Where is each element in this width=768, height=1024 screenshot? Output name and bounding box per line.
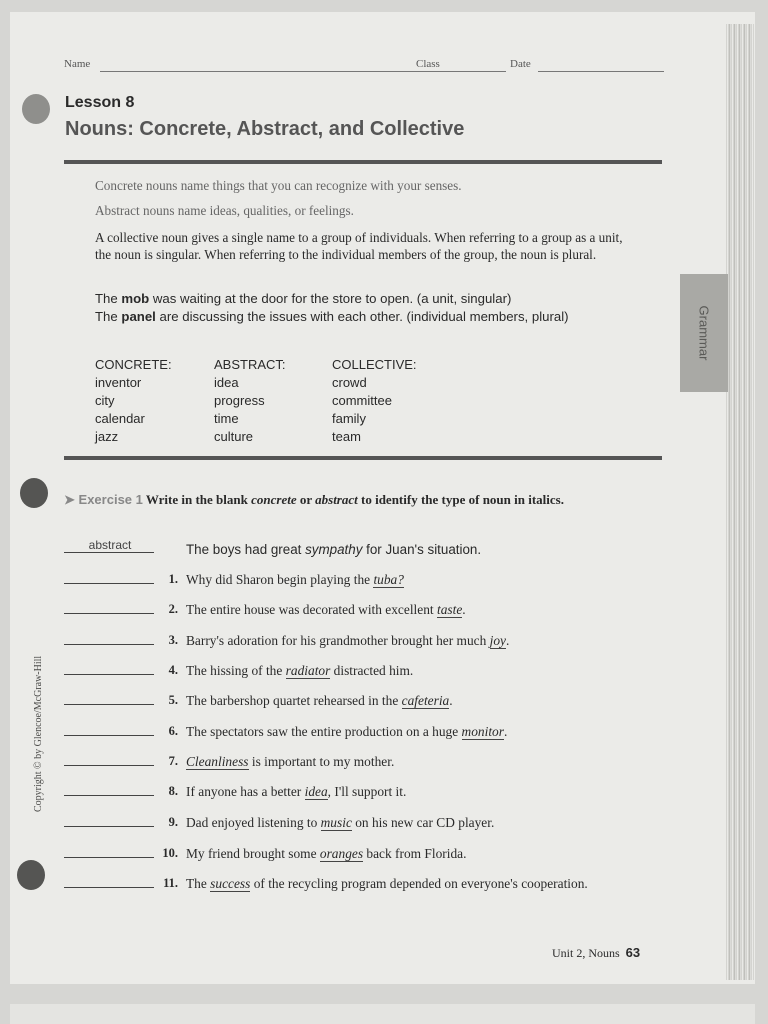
item-sentence: Dad enjoyed listening to music on his new car CD player. <box>186 815 495 830</box>
collective-column-header: COLLECTIVE: <box>332 357 417 372</box>
abstract-example: progress <box>214 393 265 408</box>
sample-sentence: The boys had great sympathy for Juan's situation. <box>186 542 482 557</box>
section-rule-bottom <box>64 456 662 460</box>
item-sentence: The barbershop quartet rehearsed in the cafeteria. <box>186 693 453 708</box>
item-number: 8. <box>168 784 178 798</box>
name-blank[interactable] <box>100 71 478 72</box>
item-sentence: The spectators saw the entire production on a huge monitor. <box>186 724 508 739</box>
item-sentence: The success of the recycling program depended on everyone's cooperation. <box>186 876 588 891</box>
item-sentence: If anyone has a better idea, I'll support it. <box>186 784 407 799</box>
exercise-instructions: ➤ Exercise 1 Write in the blank concrete or abstract to identify the type of noun in italics. <box>64 492 564 507</box>
page-footer <box>552 945 640 961</box>
abstract-definition: Abstract nouns name ideas, qualities, or feelings. <box>95 203 354 218</box>
item-number: 7. <box>168 754 178 768</box>
collective-term: collective noun <box>107 230 189 245</box>
italic-noun: idea <box>304 784 328 799</box>
italic-noun: Cleanliness <box>186 754 249 769</box>
italic-noun: joy <box>489 633 506 648</box>
page-number: 63 <box>625 945 641 960</box>
item-sentence: The entire house was decorated with excellent taste. <box>186 602 466 617</box>
concrete-term: Concrete nouns <box>95 178 178 193</box>
italic-noun: tuba? <box>373 572 404 587</box>
item-number: 2. <box>168 602 178 616</box>
binder-hole-top <box>22 94 50 124</box>
sample-answer-blank <box>64 552 154 553</box>
section-tab-label: Grammar <box>696 305 712 361</box>
item-number: 5. <box>168 693 178 707</box>
class-label: Class <box>416 58 440 70</box>
italic-noun: music <box>320 815 352 830</box>
abstract-term: Abstract nouns <box>95 203 175 218</box>
date-label: Date <box>510 58 531 70</box>
student-info-line <box>64 56 664 76</box>
abstract-column-header: ABSTRACT: <box>214 357 286 372</box>
item-number: 9. <box>168 815 178 829</box>
italic-noun: monitor <box>461 724 504 739</box>
item-number: 3. <box>168 633 178 647</box>
item-number: 6. <box>168 724 178 738</box>
collective-example: crowd <box>332 375 367 390</box>
item-number: 11. <box>163 876 178 890</box>
next-page-edge <box>10 1004 755 1024</box>
item-sentence: Why did Sharon begin playing the tuba? <box>186 572 404 587</box>
concrete-example: calendar <box>95 411 145 426</box>
concrete-column-header: CONCRETE: <box>95 357 172 372</box>
italic-noun: cafeteria <box>401 693 450 708</box>
item-number: 4. <box>168 663 178 677</box>
collective-example: committee <box>332 393 392 408</box>
italic-noun: oranges <box>319 846 364 861</box>
item-sentence: Barry's adoration for his grandmother brought her much joy. <box>186 633 510 648</box>
example-sentence-plural: The panel are discussing the issues with each other. (individual members, plural) <box>95 309 569 324</box>
example-sentence-singular: The mob was waiting at the door for the store to open. (a unit, singular) <box>95 291 512 306</box>
section-rule-top <box>64 160 662 164</box>
date-blank[interactable] <box>538 71 664 72</box>
unit-label: Unit 2, Nouns <box>552 946 620 960</box>
copyright-notice: Copyright © by Glencoe/McGraw-Hill <box>33 655 44 812</box>
class-blank[interactable] <box>452 71 506 72</box>
item-number: 10. <box>162 846 178 860</box>
abstract-example: idea <box>214 375 239 390</box>
binder-hole-middle <box>20 478 48 508</box>
collective-definition: A collective noun gives a single name to a group of individuals. When referring to a group as a unit, the noun is singular. When referring to the individual members of the group, the noun is plural. <box>95 230 623 262</box>
page-stack-edge <box>726 24 754 980</box>
italic-noun: taste <box>436 602 463 617</box>
name-label: Name <box>64 58 91 70</box>
section-tab <box>680 274 728 392</box>
concrete-example: city <box>95 393 115 408</box>
item-sentence: The hissing of the radiator distracted him. <box>186 663 414 678</box>
item-sentence: My friend brought some oranges back from Florida. <box>186 846 467 861</box>
lesson-number: Lesson 8 <box>65 94 135 111</box>
sample-answer: abstract <box>88 538 132 552</box>
italic-noun: radiator <box>285 663 331 678</box>
collective-example: team <box>332 429 361 444</box>
italic-noun: success <box>210 876 251 891</box>
item-sentence: Cleanliness is important to my mother. <box>186 754 395 769</box>
concrete-example: jazz <box>95 429 119 444</box>
abstract-example: time <box>214 411 239 426</box>
collective-example: family <box>332 411 366 426</box>
abstract-example: culture <box>214 429 254 444</box>
concrete-definition: Concrete nouns name things that you can recognize with your senses. <box>95 178 462 193</box>
item-number: 1. <box>168 572 178 586</box>
arrow-icon: ➤ <box>64 492 75 507</box>
lesson-title: Nouns: Concrete, Abstract, and Collective <box>65 118 465 140</box>
exercise-label: ➤ Exercise 1 <box>64 492 143 507</box>
concrete-example: inventor <box>95 375 142 390</box>
